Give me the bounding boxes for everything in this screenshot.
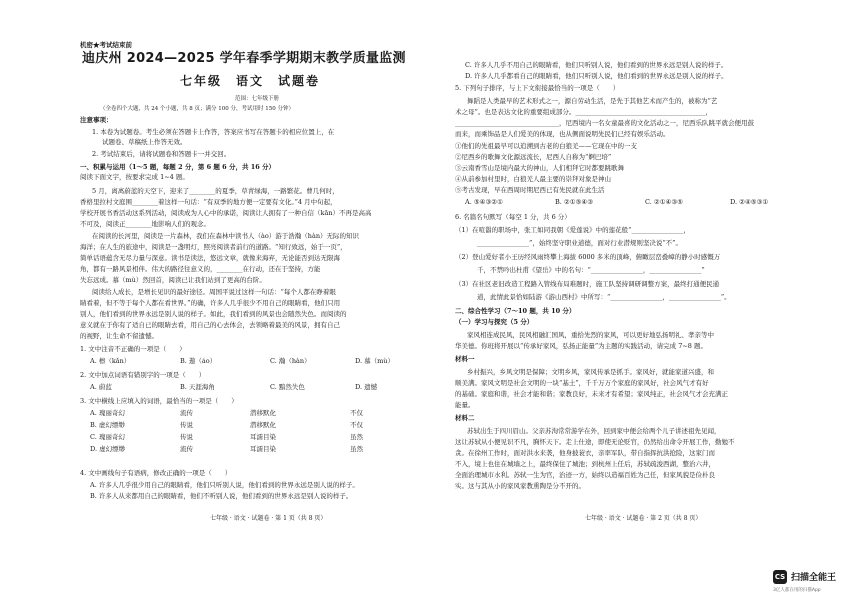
q1-option-c[interactable]: C. 瀚（hàn） bbox=[270, 357, 311, 365]
material-1-label: 材料一 bbox=[455, 355, 475, 363]
camscanner-logo-icon: CS bbox=[773, 570, 787, 584]
passage-line: 简单话语蕴含无尽力量与深意。读书是读法，悠远文章，就像来海弃，无论能否到达无限海 bbox=[80, 254, 340, 262]
q6-item-3: （3）在社区老旧改造工程路入管线布局难题时，施工队坚持调研调整方案，最终打通便民通 bbox=[455, 280, 720, 288]
question-5: 5. 下列句子排序，与上下文衔接最恰当的一项是（ ） bbox=[455, 84, 620, 92]
q5-sentence: ①他们的先祖最早可以追溯到古老的白狼羌——它现在中的一支 bbox=[455, 142, 637, 150]
q3-option-cell: 虽然 bbox=[350, 433, 363, 441]
q3-option-cell: 潜移默化 bbox=[250, 421, 276, 429]
watermark-subtitle: 3亿人都在用的扫描App bbox=[773, 588, 821, 593]
exam-page-1 bbox=[80, 40, 440, 560]
q6-item-2: （2）登山爱好者小王历经风雨终攀上海拔 6000 多米的顶峰，俯瞰层峦叠嶂的静小时感慨万 bbox=[455, 253, 721, 261]
q5-option-d[interactable]: D. ②④⑤③① bbox=[730, 198, 769, 206]
section-2-intro: 家风相连成民风，民风相融汇国风，重拾先烈的家风，可以更好地弘扬明礼、孝亲等中 bbox=[467, 331, 714, 339]
q3-option-cell: 不仅 bbox=[350, 409, 363, 417]
material-2-line: 实。这与其从小的家风家教熏陶是分不开的。 bbox=[455, 482, 585, 490]
q5-passage: 而来，而乘饰品是人们爱美的体现，也从侧面说明先民们已经有娱乐活动。 bbox=[455, 130, 670, 138]
passage-line: 5 月，离离蔚蓝的天空下，迎来了________的夏季，草青绿海，一路繁花。曹几何时， bbox=[92, 187, 339, 195]
q1-option-a[interactable]: A. 檫（kǎn） bbox=[90, 357, 131, 365]
question-1: 1. 文中注音不正确的一项是（ ） bbox=[80, 345, 186, 353]
q5-option-c[interactable]: C. ②①④③⑤ bbox=[645, 198, 684, 206]
q4-option-a[interactable]: A. 许多人几乎很少用自己的眼睛看，他们只听别人说，他们看到的世界永远是别人说的样子。 bbox=[90, 481, 359, 489]
section-1-instruction: 阅读下面文字，按要求完成 1~4 题。 bbox=[80, 173, 189, 181]
passage-line: 香格里拉村文庭围________着这样一句话：“有双季的地方便一定要有文化。”4 月中旬起， bbox=[80, 198, 337, 206]
passage-line: 的视野，让生命不留遗憾。 bbox=[80, 332, 158, 340]
passage-line: 失忘远成。慕（mù）然回首，阅读已让我们站到了更高的台阶。 bbox=[80, 276, 266, 284]
question-6: 6. 名篇名句默写（每空 1 分，共 6 分） bbox=[455, 213, 571, 221]
passage-line: 别人，他们看到的世界永远是别人说的样子。如此，我们看到的风景也会随然失色。而阅读的 bbox=[80, 310, 347, 318]
secret-label: 机密★考试结束前 bbox=[80, 41, 132, 49]
q3-option-cell: 耳濡目染 bbox=[250, 445, 276, 453]
question-2: 2. 文中加点词语有错别字的一项是（ ） bbox=[80, 371, 206, 379]
q5-option-a[interactable]: A. ⑤④③②① bbox=[465, 198, 503, 206]
material-1-line: 乡村振兴，乡风文明是保障；文明乡风，家风传承是抓手。家风好，就能家道兴盛，和 bbox=[467, 368, 714, 376]
passage-line: 阅读给人成长，是增长见识的最好途径。周国平说过这样一句话：“每个人都在睁着眼 bbox=[92, 288, 336, 296]
material-2-line: 这让苏轼从小便见识不凡，胸怀天下。走上仕途，即使无论贬官，仍然给出命令开展工作，勤勉不 bbox=[455, 438, 735, 446]
q5-option-b[interactable]: B. ②①⑤④③ bbox=[555, 198, 594, 206]
material-1-line: 顺美满。家风文明是社会文明的一块“基土”，千千万万个家庭的家风好，社会风气才有好 bbox=[455, 379, 709, 387]
passage-line: 不可及，阅读正________地影响人们的观念。 bbox=[80, 220, 210, 228]
q3-option[interactable]: C. 瑰丽奇幻 bbox=[90, 433, 125, 441]
q2-option-b[interactable]: B. 天涯海角 bbox=[180, 383, 215, 391]
q2-option-d[interactable]: D. 遗憾 bbox=[355, 383, 378, 391]
passage-line: 在阅读的长河里，阅读是一片森林，我们在森林中读书人（ào）游于浩瀚（hàn）无际的知识 bbox=[92, 232, 360, 240]
q1-option-d[interactable]: D. 慕（mù） bbox=[355, 357, 394, 365]
material-2-label: 材料二 bbox=[455, 414, 475, 422]
q3-option-cell: 传说 bbox=[180, 433, 193, 441]
page-footer: 七年级 · 语文 · 试题卷 · 第 2 页（共 8 页） bbox=[585, 515, 702, 522]
q6-item-1b: ________________”，始终坚守职业道德，面对行业潜规则坚决说“不”。 bbox=[477, 239, 682, 247]
q3-option-cell: 传说 bbox=[180, 421, 193, 429]
question-4: 4. 文中画线句子有语病，修改正确的一项是（ ） bbox=[80, 469, 232, 477]
q6-item-2b: 千，不禁吟出杜甫《望岳》中的名句：“________________，________________” bbox=[477, 266, 705, 274]
watermark-title: 扫描全能王 bbox=[791, 573, 837, 583]
notice-line-2: 2. 考试结束后，请将试题卷和答题卡一并交回。 bbox=[92, 150, 231, 158]
material-2-line: 不入，境上也住在城墙之上，最终保住了城池；到杭州上任后，苏轼疏浚西湖，整治六井， bbox=[455, 460, 715, 468]
exam-page-2 bbox=[455, 40, 815, 560]
material-2-line: 苏轼出生于四川眉山。父亲苏洵常常游学在外，回到家中便会给两个儿子讲述祖先见闻， bbox=[467, 427, 721, 435]
section-2-heading: 二、综合性学习（7～10 题，共 10 分） bbox=[455, 307, 576, 315]
q5-sentence: ⑤考古发现，早在西周时期尼西已有先民就在此生活 bbox=[455, 186, 605, 194]
passage-line: 意义就在于你有了适自已的眼睛去看，用自己的心去体会，去领略着最美的风景，拥有自己 bbox=[80, 321, 340, 329]
q3-option-cell: 流传 bbox=[180, 445, 193, 453]
exam-scope: 范围：七年级下册 bbox=[235, 96, 280, 102]
q4-option-c[interactable]: C. 许多人几乎不用自己的眼睛看，他们只听别人说，他们看到的世界永远是别人说的样子。 bbox=[465, 61, 728, 69]
q6-item-1: （1）在喧嚣的职场中，张工如同我朝《爱莲说》中的莲花般“________________， bbox=[455, 226, 690, 234]
q3-option[interactable]: B. 虚幻缥缈 bbox=[90, 421, 125, 429]
notice-line-1b: 试题卷、草稿纸上作答无效。 bbox=[102, 138, 187, 146]
exam-summary: （全卷四个大题，共 24 个小题，共 8 页；满分 100 分，考试用时 150 分钟） bbox=[100, 106, 294, 112]
q5-passage: ________________________________，尼西境内一名女童最喜的文化活动之一，尼西乐队跳平就会便用鼓 bbox=[455, 119, 754, 127]
material-2-line: 全面治理城市水利。苏轼一生为官，治迹一方，始终以造福百姓为己任，但家风貌是俭朴良 bbox=[455, 471, 715, 479]
section-1-heading: 一、积累与运用（1～5 题，每题 2 分，第 6 题 6 分，共 16 分） bbox=[80, 163, 276, 171]
material-2-line: 贪。在徐州工作时，面对洪水来袭，他身披蓑衣，亲率军队，带自指挥抗洪抢险，这家门而 bbox=[455, 449, 715, 457]
passage-line: 海洋；在人生的旅途中，阅读是一盏明灯，照亮阅读者前行的道路。“知行致远，始于一页”， bbox=[80, 243, 347, 251]
passage-line: 角，都有一路风景相伴。伟大的路径往意义的，________在行动，还在于坚持，方能 bbox=[80, 265, 321, 273]
q4-option-b[interactable]: B. 许多人从来都用自己的眼睛看，他们不听别人说，他们看到的世界永远是别人说的样子。 bbox=[90, 492, 353, 500]
q3-option-cell: 潜移默化 bbox=[250, 409, 276, 417]
exam-subtitle: 七年级 语文 试题卷 bbox=[180, 74, 321, 88]
section-2a-heading: （一）学习与探究（5 分） bbox=[455, 318, 534, 326]
q3-option-cell: 虽然 bbox=[350, 445, 363, 453]
notice-title: 注意事项： bbox=[80, 116, 113, 124]
material-1-line: 的基础。家庭和谐，社会才能和谐；家教良好，未来才有希望；家风纯正，社会风气才会充满正 bbox=[455, 390, 728, 398]
q3-option[interactable]: D. 虚幻缥缈 bbox=[90, 445, 126, 453]
q2-option-c[interactable]: C. 黯然失色 bbox=[270, 383, 305, 391]
q5-passage: 术之母”。也是表达文化的重要组成部分。________________________________________， bbox=[455, 108, 712, 116]
q3-option-cell: 流传 bbox=[180, 409, 193, 417]
q5-sentence: ③云南香雪山是境内最大的神山，人们相拜它时都要跳歌舞 bbox=[455, 164, 624, 172]
q3-option[interactable]: A. 瑰丽奇幻 bbox=[90, 409, 125, 417]
q5-sentence: ②尼西乡的歌舞文化源远流长，尼西人自称为“婀巴培” bbox=[455, 153, 612, 161]
page-footer: 七年级 · 语文 · 试题卷 · 第 1 页（共 8 页） bbox=[210, 515, 327, 522]
q6-item-3b: 道，此情此景恰如陆游《游山西村》中所写：“________________，________________”。 bbox=[477, 293, 731, 301]
q3-option-cell: 耳濡目染 bbox=[250, 433, 276, 441]
exam-title: 迪庆州 2024—2025 学年春季学期期末教学质量监测 bbox=[82, 51, 406, 66]
material-1-line: 能量。 bbox=[455, 401, 475, 409]
section-2-intro: 华美德。你班将开展以“传承好家风，弘扬正能量”为主题的实践活动，请完成 7~8 题。 bbox=[455, 342, 707, 350]
passage-line: 学校开展书香活动这系列活动，阅读成为人心中的承诺，阅读让人拥有了一种自信（kān）不再是高高 bbox=[80, 209, 372, 217]
passage-line-underlined: 睛看着，但不等于每个人都在看世界。”的确，许多人几乎很少不用自己的眼睛看，他们只用 bbox=[80, 299, 341, 307]
q5-passage: 舞蹈是人类最早的艺术形式之一，源自劳动生活，是先于其他艺术而产生的，被称为“艺 bbox=[467, 97, 718, 105]
q3-option-cell: 不仅 bbox=[350, 421, 363, 429]
q1-option-b[interactable]: B. 遨（áo） bbox=[180, 357, 217, 365]
q4-option-d[interactable]: D. 许多人几乎都看自己的眼睛看，他们只听别人说，他们看到的世界永远是别人说的样子。 bbox=[465, 72, 728, 80]
q5-sentence: ④从前参加村里时，白狼羌人最主要的崇拜对象是神山 bbox=[455, 175, 611, 183]
notice-line-1: 1. 本卷为试题卷。考生必须在答题卡上作答，答案应书写在答题卡的相应位置上，在 bbox=[92, 128, 335, 136]
question-3: 3. 文中横线上应填入的词语，最恰当的一项是（ ） bbox=[80, 397, 238, 405]
q2-option-a[interactable]: A. 蔚蓝 bbox=[90, 383, 112, 391]
